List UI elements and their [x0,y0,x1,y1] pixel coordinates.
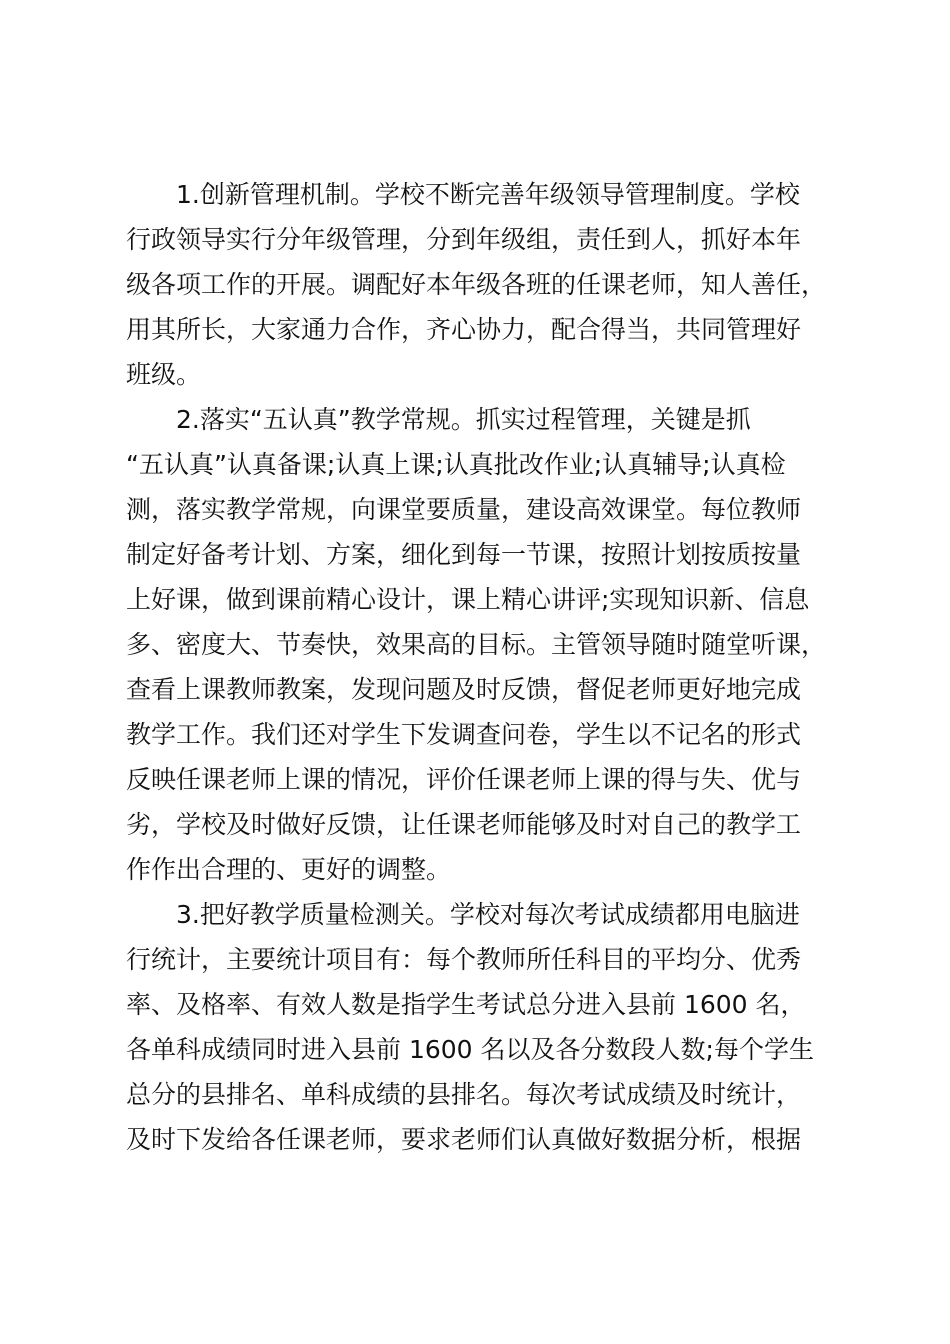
text-line: 多、密度大、节奏快，效果高的目标。主管领导随时随堂听课， [126,630,827,659]
text-line: 作作出合理的、更好的调整。 [126,855,452,884]
text-line: 测，落实教学常规，向课堂要质量，建设高效课堂。每位教师 [126,495,802,524]
text-line: 各单科成绩同时进入县前 1600 名以及各分数段人数;每个学生 [126,1035,814,1064]
text-line: 2.落实“五认真”教学常规。抓实过程管理，关键是抓 [126,405,751,434]
text-line: 教学工作。我们还对学生下发调查问卷，学生以不记名的形式 [126,720,802,749]
text-line: 总分的县排名、单科成绩的县排名。每次考试成绩及时统计， [126,1080,802,1109]
text-line: 级各项工作的开展。调配好本年级各班的任课老师，知人善任， [126,270,827,299]
text-line: 班级。 [126,360,202,389]
text-line: 3.把好教学质量检测关。学校对每次考试成绩都用电脑进 [126,900,800,929]
text-line: 制定好备考计划、方案，细化到每一节课，按照计划按质按量 [126,540,802,569]
text-line: 反映任课老师上课的情况，评价任课老师上课的得与失、优与 [126,765,802,794]
text-line: 劣，学校及时做好反馈，让任课老师能够及时对自己的教学工 [126,810,802,839]
paragraph-five-earnest-routine [126,397,852,892]
text-line: 及时下发给各任课老师，要求老师们认真做好数据分析，根据 [126,1125,802,1154]
text-line: 用其所长，大家通力合作，齐心协力，配合得当，共同管理好 [126,315,802,344]
text-line: 上好课，做到课前精心设计，课上精心讲评;实现知识新、信息 [126,585,810,614]
text-line: 查看上课教师教案，发现问题及时反馈，督促老师更好地完成 [126,675,802,704]
paragraph-innovate-management [126,172,852,397]
text-line: 行统计，主要统计项目有：每个教师所任科目的平均分、优秀 [126,945,802,974]
text-line: 1.创新管理机制。学校不断完善年级领导管理制度。学校 [126,180,800,209]
text-line: 行政领导实行分年级管理，分到年级组，责任到人，抓好本年 [126,225,802,254]
text-line: “五认真”认真备课;认真上课;认真批改作业;认真辅导;认真检 [126,450,786,479]
paragraph-quality-testing [126,892,852,1162]
text-line: 率、及格率、有效人数是指学生考试总分进入县前 1600 名， [126,990,806,1019]
document-body [126,172,852,1162]
